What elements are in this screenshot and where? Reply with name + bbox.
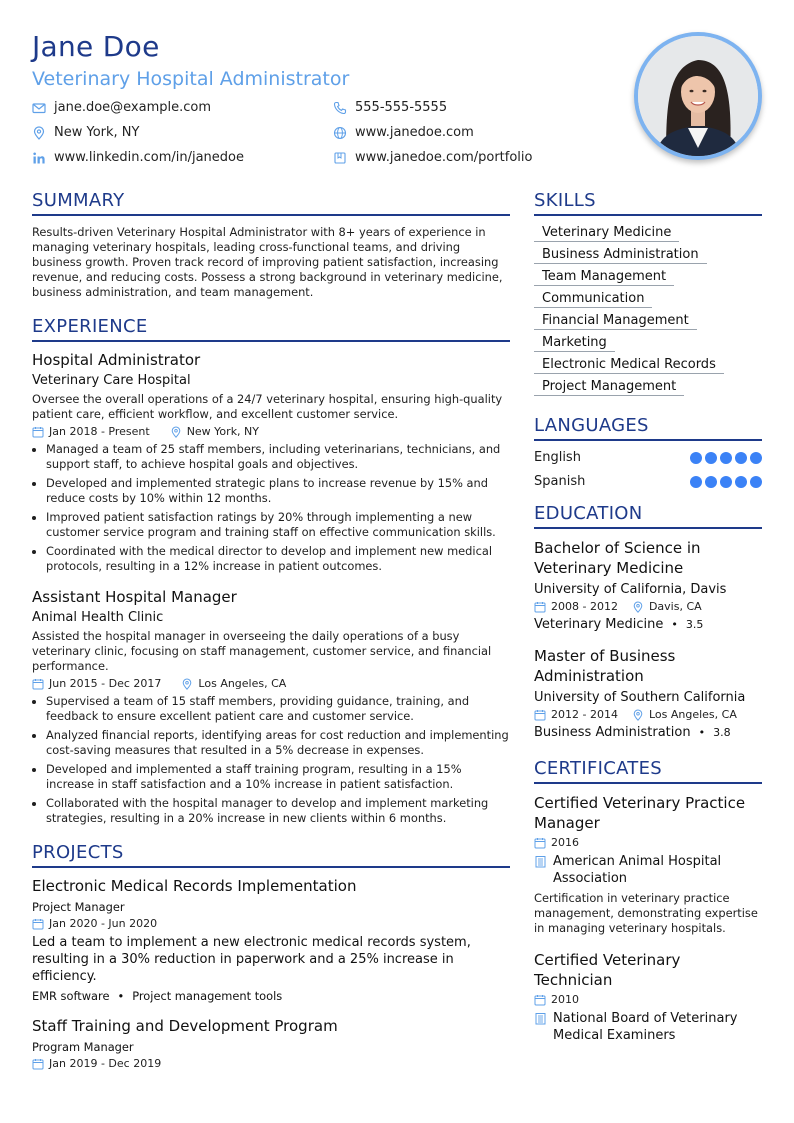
skill-tag: Marketing: [534, 335, 615, 352]
language-level: [690, 476, 762, 488]
job-company: Animal Health Clinic: [32, 610, 164, 625]
calendar-icon: [32, 1058, 44, 1070]
job-bullet: • Supervised a team of 15 staff members, providing guidance, training, and feedback to ensure excellent patient care and customer service.: [46, 694, 510, 724]
job-dates: Jan 2018 - Present: [49, 425, 150, 438]
project-tools: EMR software • Project management tools: [32, 989, 283, 1003]
cert-issuer-line: [534, 1010, 762, 1044]
projects-heading: PROJECTS: [32, 842, 510, 868]
job-bullets: [32, 442, 510, 574]
cert-name: Certified Veterinary Practice Manager: [534, 794, 746, 832]
map-pin-icon: [170, 426, 182, 438]
job-title: Assistant Hospital Manager: [32, 588, 237, 606]
cert-meta: [534, 836, 762, 849]
education-section: [534, 503, 762, 740]
proficiency-dot: [735, 476, 747, 488]
proficiency-dot: [690, 452, 702, 464]
skill-tag: Project Management: [534, 379, 684, 396]
contact-portfolio[interactable]: [333, 150, 533, 165]
project-name: Staff Training and Development Program: [32, 1017, 338, 1035]
proficiency-dot: [720, 476, 732, 488]
location-text: New York, NY: [54, 125, 140, 140]
cert-description: Certification in veterinary practice management, demonstrating expertise in managing veterinary hospitals.: [534, 891, 758, 935]
job-entry: [32, 351, 510, 574]
contact-location: [32, 125, 139, 140]
job-description: Oversee the overall operations of a 24/7 veterinary hospital, ensuring high-quality patient care, efficient workflow, and excellent customer service.: [32, 392, 503, 421]
calendar-icon: [534, 994, 546, 1006]
proficiency-dot: [750, 476, 762, 488]
job-company: Veterinary Care Hospital: [32, 373, 191, 388]
job-bullet: • Developed and implemented a staff training program, resulting in a 15% increase in staff satisfaction and a 10% increase in patient satisfaction.: [46, 762, 510, 792]
linkedin-text: www.linkedin.com/in/janedoe: [54, 150, 244, 165]
cert-meta: [534, 993, 762, 1006]
job-bullet: • Coordinated with the medical director to develop and implement new medical protocols, resulting in a 12% increase in patient outcomes.: [46, 544, 510, 574]
cert-year: 2010: [551, 993, 579, 1006]
portfolio-text: www.janedoe.com/portfolio: [355, 150, 533, 165]
summary-heading: SUMMARY: [32, 190, 510, 216]
project-tool: EMR software: [32, 989, 110, 1003]
proficiency-dot: [750, 452, 762, 464]
edu-gpa: 3.8: [713, 726, 731, 739]
edu-field-line: Veterinary Medicine • 3.5: [534, 617, 704, 632]
job-entry: [32, 588, 510, 826]
edu-meta: [534, 708, 762, 721]
certificates-heading: CERTIFICATES: [534, 758, 762, 784]
email-text: jane.doe@example.com: [54, 100, 212, 115]
skill-tag: Veterinary Medicine: [534, 225, 679, 242]
project-role: Project Manager: [32, 900, 125, 914]
skill-tag: Team Management: [534, 269, 674, 286]
job-description: Assisted the hospital manager in overseeing the daily operations of a busy veterinary clinic, focusing on staff management, customer service, and financial performance.: [32, 629, 492, 673]
edu-location: Los Angeles, CA: [648, 708, 737, 721]
calendar-icon: [32, 678, 44, 690]
globe-icon: [333, 126, 347, 140]
cert-issuer: American Animal Hospital Association: [553, 854, 722, 886]
right-column: [534, 190, 762, 1048]
building-icon: [534, 855, 547, 868]
skills-section: [534, 190, 762, 401]
project-dates: Jan 2020 - Jun 2020: [49, 917, 158, 930]
edu-meta: [534, 600, 762, 613]
profile-photo-frame: [634, 32, 762, 160]
phone-text: 555-555-5555: [355, 100, 448, 115]
cert-year: 2016: [551, 836, 579, 849]
contact-email[interactable]: [32, 100, 211, 115]
edu-school: University of Southern California: [534, 690, 746, 705]
calendar-icon: [32, 918, 44, 930]
job-bullets: [32, 694, 510, 826]
job-bullet: • Collaborated with the hospital manager to develop and implement marketing strategies, resulting in a 20% increase in new clients within 6 months.: [46, 796, 510, 826]
candidate-name: Jane Doe: [32, 30, 160, 63]
edu-gpa: 3.5: [685, 618, 704, 631]
proficiency-dot: [705, 476, 717, 488]
skill-tag: Electronic Medical Records: [534, 357, 724, 374]
edu-field: Veterinary Medicine: [534, 617, 664, 632]
project-description: Led a team to implement a new electronic medical records system, resulting in a 30% reduction in paperwork and a 25% increase in efficiency.: [32, 935, 471, 984]
education-entry: [534, 538, 762, 632]
edu-degree: Bachelor of Science in Veterinary Medicine: [534, 539, 701, 577]
language-row: [534, 474, 762, 489]
summary-section: [32, 190, 510, 300]
skill-tag: Financial Management: [534, 313, 697, 330]
languages-heading: LANGUAGES: [534, 415, 762, 441]
edu-school: University of California, Davis: [534, 582, 727, 597]
education-entry: [534, 646, 762, 740]
certificate-entry: [534, 793, 762, 936]
linkedin-icon: [32, 151, 46, 165]
edu-dates: 2008 - 2012: [551, 600, 618, 613]
edu-field-line: Business Administration • 3.8: [534, 725, 731, 740]
skills-list: [534, 225, 762, 401]
map-pin-icon: [632, 709, 644, 721]
calendar-icon: [534, 709, 546, 721]
languages-section: [534, 415, 762, 489]
contact-website[interactable]: [333, 125, 474, 140]
projects-section: [32, 842, 510, 1070]
project-entry: [32, 1017, 510, 1070]
proficiency-dot: [735, 452, 747, 464]
proficiency-dot: [720, 452, 732, 464]
skill-tag: Business Administration: [534, 247, 707, 264]
edu-dates: 2012 - 2014: [551, 708, 618, 721]
calendar-icon: [32, 426, 44, 438]
summary-text: Results-driven Veterinary Hospital Administrator with 8+ years of experience in managing veterinary hospitals, leading cross-functional teams, and driving business growth. Proven track record of improving patient satisfaction, increasing revenue, and reducing costs. Possess a strong background in veterinary medicine, business administration, and team management.: [32, 225, 503, 299]
project-entry: [32, 877, 510, 1003]
calendar-icon: [534, 601, 546, 613]
job-bullet: • Managed a team of 25 staff members, including veterinarians, technicians, and support staff, to achieve hospital goals and objectives.: [46, 442, 510, 472]
job-meta: [32, 425, 510, 438]
cert-issuer-line: [534, 853, 762, 887]
cert-name: Certified Veterinary Technician: [534, 951, 681, 989]
language-row: [534, 450, 762, 465]
job-meta: [32, 677, 510, 690]
job-bullet: • Analyzed financial reports, identifying areas for cost reduction and implementing cost-saving measures that resulted in a 5% decrease in expenses.: [46, 728, 510, 758]
map-pin-icon: [632, 601, 644, 613]
project-meta: [32, 917, 510, 930]
envelope-icon: [32, 101, 46, 115]
job-dates: Jun 2015 - Dec 2017: [49, 677, 162, 690]
left-column: [32, 190, 510, 1074]
website-text: www.janedoe.com: [355, 125, 474, 140]
profile-photo: [638, 36, 758, 156]
proficiency-dot: [690, 476, 702, 488]
map-pin-icon: [32, 126, 46, 140]
building-icon: [534, 1012, 547, 1025]
job-title: Hospital Administrator: [32, 351, 201, 369]
candidate-title: Veterinary Hospital Administrator: [32, 68, 350, 90]
phone-icon: [333, 101, 347, 115]
bookmark-icon: [333, 151, 347, 165]
edu-location: Davis, CA: [648, 600, 702, 613]
certificate-entry: [534, 950, 762, 1044]
project-name: Electronic Medical Records Implementation: [32, 877, 357, 895]
skills-heading: SKILLS: [534, 190, 762, 216]
experience-section: [32, 316, 510, 826]
project-meta: [32, 1057, 510, 1070]
contact-linkedin[interactable]: [32, 150, 244, 165]
project-dates: Jan 2019 - Dec 2019: [49, 1057, 162, 1070]
edu-degree: Master of Business Administration: [534, 647, 676, 685]
edu-field: Business Administration: [534, 725, 691, 740]
project-tool: Project management tools: [132, 989, 283, 1003]
contact-phone[interactable]: [333, 100, 447, 115]
skill-tag: Communication: [534, 291, 652, 308]
certificates-section: [534, 758, 762, 1044]
language-level: [690, 452, 762, 464]
language-name: Spanish: [534, 474, 586, 489]
map-pin-icon: [181, 678, 193, 690]
job-location: Los Angeles, CA: [198, 677, 287, 690]
proficiency-dot: [705, 452, 717, 464]
language-name: English: [534, 450, 581, 465]
cert-issuer: National Board of Veterinary Medical Examiners: [553, 1011, 738, 1043]
project-role: Program Manager: [32, 1040, 134, 1054]
job-bullet: • Developed and implemented strategic plans to increase revenue by 15% and reduce costs by 10% within 12 months.: [46, 476, 510, 506]
job-bullet: • Improved patient satisfaction ratings by 20% through implementing a new customer service program and training staff on effective communication skills.: [46, 510, 510, 540]
job-location: New York, NY: [186, 425, 259, 438]
experience-heading: EXPERIENCE: [32, 316, 510, 342]
calendar-icon: [534, 837, 546, 849]
education-heading: EDUCATION: [534, 503, 762, 529]
